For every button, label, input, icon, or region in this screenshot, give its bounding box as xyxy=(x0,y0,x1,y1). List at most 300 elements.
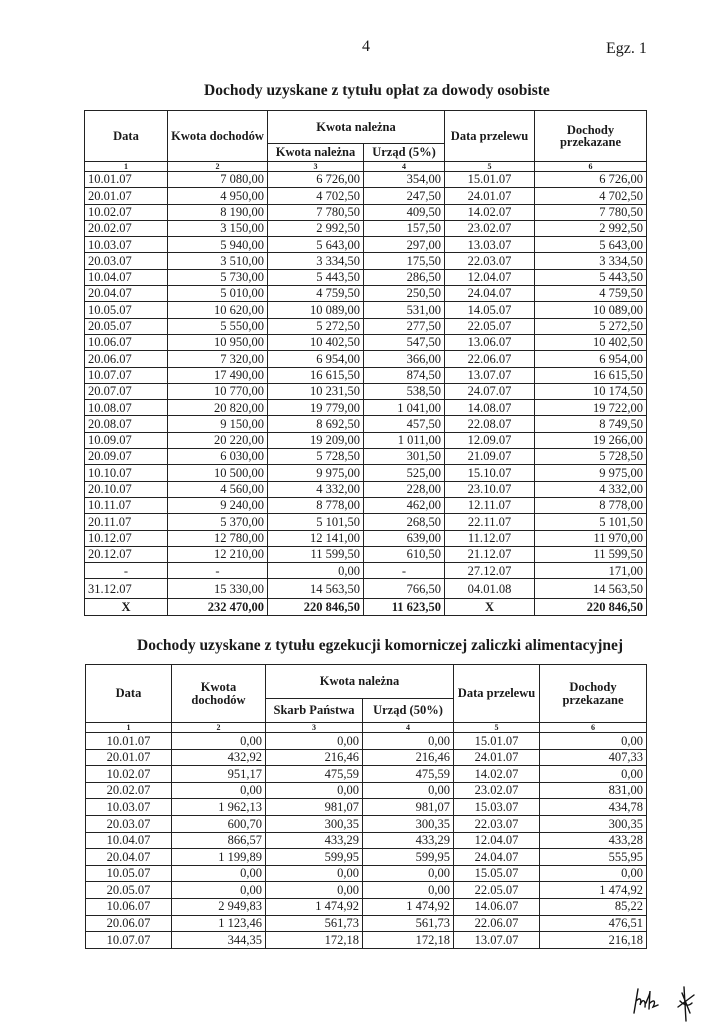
header-due-group: Kwota należna xyxy=(266,665,454,699)
income-cell: 5 730,00 xyxy=(168,269,268,285)
total-office-cell: 11 623,50 xyxy=(364,599,445,615)
date-cell: 10.05.07 xyxy=(86,865,172,882)
date-cell: 10.07.07 xyxy=(85,367,168,383)
date-cell: 20.12.07 xyxy=(85,546,168,562)
transferred-cell: 8 778,00 xyxy=(535,497,647,513)
transfer-date-cell: 24.01.07 xyxy=(454,749,540,766)
column-number: 5 xyxy=(445,162,535,172)
due-cell: 19 209,00 xyxy=(268,432,364,448)
due-cell: 981,07 xyxy=(266,799,363,816)
date-cell: 10.01.07 xyxy=(86,733,172,750)
due-cell: 0,00 xyxy=(266,865,363,882)
total-transferred-cell: 220 846,50 xyxy=(535,599,647,615)
income-cell: - xyxy=(168,563,268,579)
table-row xyxy=(85,269,647,285)
transfer-date-cell: 12.11.07 xyxy=(445,497,535,513)
transfer-date-cell: 24.04.07 xyxy=(445,286,535,302)
table-row xyxy=(86,865,647,882)
income-cell: 1 199,89 xyxy=(172,849,266,866)
table-row xyxy=(86,932,647,949)
transferred-cell: 171,00 xyxy=(535,563,647,579)
transferred-cell: 555,95 xyxy=(540,849,647,866)
table-row xyxy=(86,766,647,783)
date-cell: 20.01.07 xyxy=(85,188,168,204)
due-cell: 561,73 xyxy=(266,915,363,932)
due-cell: 5 101,50 xyxy=(268,514,364,530)
transfer-date-cell: 22.08.07 xyxy=(445,416,535,432)
header-due-amount: Kwota należna xyxy=(268,144,364,162)
due-cell: 0,00 xyxy=(266,882,363,899)
office-cell: 874,50 xyxy=(364,367,445,383)
income-cell: 5 370,00 xyxy=(168,514,268,530)
office-cell: 1 011,00 xyxy=(364,432,445,448)
date-cell: 20.04.07 xyxy=(85,286,168,302)
due-cell: 4 702,50 xyxy=(268,188,364,204)
transferred-cell: 407,33 xyxy=(540,749,647,766)
column-number: 1 xyxy=(85,162,168,172)
transferred-cell: 300,35 xyxy=(540,815,647,832)
transfer-date-cell: 22.11.07 xyxy=(445,514,535,530)
office-cell: 599,95 xyxy=(363,849,454,866)
income-cell: 9 240,00 xyxy=(168,497,268,513)
table-row xyxy=(85,302,647,318)
transferred-cell: 1 474,92 xyxy=(540,882,647,899)
table-row xyxy=(85,400,647,416)
transferred-cell: 16 615,50 xyxy=(535,367,647,383)
table-row xyxy=(85,237,647,253)
transfer-date-cell: 13.06.07 xyxy=(445,334,535,350)
table-row xyxy=(85,351,647,367)
id-card-fees-table xyxy=(84,110,647,616)
header-treasury: Skarb Państwa xyxy=(266,699,363,723)
date-cell: 10.09.07 xyxy=(85,432,168,448)
transferred-cell: 216,18 xyxy=(540,932,647,949)
transferred-cell: 8 749,50 xyxy=(535,416,647,432)
due-cell: 11 599,50 xyxy=(268,546,364,562)
office-cell: 228,00 xyxy=(364,481,445,497)
income-cell: 4 560,00 xyxy=(168,481,268,497)
table-row xyxy=(85,204,647,220)
income-cell: 10 770,00 xyxy=(168,383,268,399)
income-cell: 6 030,00 xyxy=(168,449,268,465)
income-cell: 5 940,00 xyxy=(168,237,268,253)
due-cell: 9 975,00 xyxy=(268,465,364,481)
office-cell: 0,00 xyxy=(363,882,454,899)
office-cell: 1 474,92 xyxy=(363,898,454,915)
transferred-cell: 4 702,50 xyxy=(535,188,647,204)
date-cell: 20.09.07 xyxy=(85,449,168,465)
due-cell: 599,95 xyxy=(266,849,363,866)
transferred-cell: 11 599,50 xyxy=(535,546,647,562)
transferred-cell: 0,00 xyxy=(540,766,647,783)
column-number: 1 xyxy=(86,723,172,733)
transfer-date-cell: 24.01.07 xyxy=(445,188,535,204)
due-cell: 12 141,00 xyxy=(268,530,364,546)
office-cell: 172,18 xyxy=(363,932,454,949)
office-cell: 301,50 xyxy=(364,449,445,465)
header-transfer-date: Data przelewu xyxy=(454,665,540,723)
transfer-date-cell: 14.02.07 xyxy=(445,204,535,220)
income-cell: 1 962,13 xyxy=(172,799,266,816)
transfer-date-cell: 12.09.07 xyxy=(445,432,535,448)
table-row xyxy=(86,898,647,915)
due-cell: 0,00 xyxy=(268,563,364,579)
due-cell: 300,35 xyxy=(266,815,363,832)
date-cell: 20.05.07 xyxy=(86,882,172,899)
due-cell: 5 728,50 xyxy=(268,449,364,465)
office-cell: 250,50 xyxy=(364,286,445,302)
copy-label: Egz. 1 xyxy=(606,40,647,57)
income-cell: 344,35 xyxy=(172,932,266,949)
income-cell: 7 320,00 xyxy=(168,351,268,367)
transfer-date-cell: 22.05.07 xyxy=(445,318,535,334)
due-cell: 5 443,50 xyxy=(268,269,364,285)
due-cell: 475,59 xyxy=(266,766,363,783)
office-cell: 354,00 xyxy=(364,172,445,188)
office-cell: 216,46 xyxy=(363,749,454,766)
income-cell: 10 620,00 xyxy=(168,302,268,318)
header-transferred: Dochody przekazane xyxy=(535,111,647,162)
date-cell: 10.07.07 xyxy=(86,932,172,949)
date-cell: 20.08.07 xyxy=(85,416,168,432)
table-row xyxy=(85,172,647,188)
table-row xyxy=(86,832,647,849)
handwritten-signature-icon xyxy=(628,983,708,1023)
date-cell: 10.10.07 xyxy=(85,465,168,481)
date-cell: 20.06.07 xyxy=(85,351,168,367)
transferred-cell: 9 975,00 xyxy=(535,465,647,481)
office-cell: 157,50 xyxy=(364,220,445,236)
office-cell: 0,00 xyxy=(363,733,454,750)
column-number: 3 xyxy=(268,162,364,172)
income-cell: 1 123,46 xyxy=(172,915,266,932)
income-cell: 8 190,00 xyxy=(168,204,268,220)
income-cell: 20 220,00 xyxy=(168,432,268,448)
transfer-date-cell: 23.10.07 xyxy=(445,481,535,497)
due-cell: 6 726,00 xyxy=(268,172,364,188)
table1-title: Dochody uzyskane z tytułu opłat za dowody osobiste xyxy=(204,82,550,99)
table-row xyxy=(85,514,647,530)
total-date-cell: X xyxy=(85,599,168,615)
transfer-date-cell: 12.04.07 xyxy=(454,832,540,849)
table-row xyxy=(86,733,647,750)
office-cell: 525,00 xyxy=(364,465,445,481)
table-row xyxy=(85,449,647,465)
transferred-cell: 19 266,00 xyxy=(535,432,647,448)
due-cell: 3 334,50 xyxy=(268,253,364,269)
date-cell: 20.06.07 xyxy=(86,915,172,932)
office-cell: 475,59 xyxy=(363,766,454,783)
column-number: 6 xyxy=(535,162,647,172)
transferred-cell: 433,28 xyxy=(540,832,647,849)
total-transfer-date-cell: X xyxy=(445,599,535,615)
transferred-cell: 10 174,50 xyxy=(535,383,647,399)
transfer-date-cell: 23.02.07 xyxy=(445,220,535,236)
table-row xyxy=(85,497,647,513)
office-cell: 366,00 xyxy=(364,351,445,367)
office-cell: 547,50 xyxy=(364,334,445,350)
income-cell: 12 780,00 xyxy=(168,530,268,546)
transfer-date-cell: 14.06.07 xyxy=(454,898,540,915)
transferred-cell: 6 726,00 xyxy=(535,172,647,188)
transfer-date-cell: 14.05.07 xyxy=(445,302,535,318)
transfer-date-cell: 13.07.07 xyxy=(445,367,535,383)
table-row xyxy=(86,882,647,899)
column-number: 3 xyxy=(266,723,363,733)
table-row xyxy=(85,318,647,334)
transferred-cell: 14 563,50 xyxy=(535,579,647,599)
column-number: 4 xyxy=(364,162,445,172)
alimony-enforcement-table xyxy=(85,664,647,949)
date-cell: 20.10.07 xyxy=(85,481,168,497)
transferred-cell: 5 643,00 xyxy=(535,237,647,253)
column-number-row xyxy=(86,723,647,733)
transferred-cell: 10 089,00 xyxy=(535,302,647,318)
transfer-date-cell: 12.04.07 xyxy=(445,269,535,285)
income-cell: 10 500,00 xyxy=(168,465,268,481)
date-cell: 10.03.07 xyxy=(86,799,172,816)
due-cell: 7 780,50 xyxy=(268,204,364,220)
transferred-cell: 7 780,50 xyxy=(535,204,647,220)
transferred-cell: 2 992,50 xyxy=(535,220,647,236)
income-cell: 0,00 xyxy=(172,882,266,899)
transferred-cell: 0,00 xyxy=(540,865,647,882)
transferred-cell: 5 728,50 xyxy=(535,449,647,465)
due-cell: 0,00 xyxy=(266,782,363,799)
office-cell: 409,50 xyxy=(364,204,445,220)
due-cell: 8 692,50 xyxy=(268,416,364,432)
table-row xyxy=(85,220,647,236)
office-cell: 0,00 xyxy=(363,782,454,799)
date-cell: 20.03.07 xyxy=(86,815,172,832)
office-cell: 268,50 xyxy=(364,514,445,530)
date-cell: 10.08.07 xyxy=(85,400,168,416)
transferred-cell: 5 272,50 xyxy=(535,318,647,334)
income-cell: 866,57 xyxy=(172,832,266,849)
transfer-date-cell: 15.01.07 xyxy=(445,172,535,188)
transferred-cell: 19 722,00 xyxy=(535,400,647,416)
column-number: 5 xyxy=(454,723,540,733)
header-income: Kwota dochodów xyxy=(168,111,268,162)
transfer-date-cell: 24.04.07 xyxy=(454,849,540,866)
transfer-date-cell: 22.06.07 xyxy=(454,915,540,932)
header-office: Urząd (50%) xyxy=(363,699,454,723)
income-cell: 0,00 xyxy=(172,865,266,882)
income-cell: 0,00 xyxy=(172,782,266,799)
column-number: 2 xyxy=(168,162,268,172)
due-cell: 10 089,00 xyxy=(268,302,364,318)
transfer-date-cell: 24.07.07 xyxy=(445,383,535,399)
date-cell: 10.06.07 xyxy=(85,334,168,350)
total-row xyxy=(85,599,647,615)
due-cell: 433,29 xyxy=(266,832,363,849)
office-cell: 462,00 xyxy=(364,497,445,513)
date-cell: 10.11.07 xyxy=(85,497,168,513)
office-cell: 1 041,00 xyxy=(364,400,445,416)
transfer-date-cell: 22.03.07 xyxy=(445,253,535,269)
column-number-row xyxy=(85,162,647,172)
table2-title: Dochody uzyskane z tytułu egzekucji komorniczej zaliczki alimentacyjnej xyxy=(137,637,624,654)
table-row xyxy=(85,286,647,302)
income-cell: 15 330,00 xyxy=(168,579,268,599)
date-cell: 10.02.07 xyxy=(85,204,168,220)
table-row xyxy=(85,465,647,481)
income-cell: 951,17 xyxy=(172,766,266,783)
total-due-cell: 220 846,50 xyxy=(268,599,364,615)
table-row xyxy=(86,749,647,766)
due-cell: 0,00 xyxy=(266,733,363,750)
table-row xyxy=(86,915,647,932)
office-cell: 277,50 xyxy=(364,318,445,334)
due-cell: 1 474,92 xyxy=(266,898,363,915)
transferred-cell: 85,22 xyxy=(540,898,647,915)
transferred-cell: 0,00 xyxy=(540,733,647,750)
table-row xyxy=(85,367,647,383)
income-cell: 12 210,00 xyxy=(168,546,268,562)
office-cell: 300,35 xyxy=(363,815,454,832)
office-cell: 766,50 xyxy=(364,579,445,599)
office-cell: 247,50 xyxy=(364,188,445,204)
income-cell: 2 949,83 xyxy=(172,898,266,915)
due-cell: 2 992,50 xyxy=(268,220,364,236)
date-cell: 10.04.07 xyxy=(85,269,168,285)
table-row xyxy=(85,416,647,432)
table-row xyxy=(86,799,647,816)
income-cell: 17 490,00 xyxy=(168,367,268,383)
date-cell: 10.06.07 xyxy=(86,898,172,915)
office-cell: 175,50 xyxy=(364,253,445,269)
table-row xyxy=(86,849,647,866)
transferred-cell: 10 402,50 xyxy=(535,334,647,350)
table-row xyxy=(85,530,647,546)
due-cell: 19 779,00 xyxy=(268,400,364,416)
transferred-cell: 831,00 xyxy=(540,782,647,799)
table-row xyxy=(85,188,647,204)
transferred-cell: 4 759,50 xyxy=(535,286,647,302)
table-row xyxy=(85,579,647,599)
office-cell: 433,29 xyxy=(363,832,454,849)
due-cell: 10 402,50 xyxy=(268,334,364,350)
transfer-date-cell: 14.08.07 xyxy=(445,400,535,416)
date-cell: 10.04.07 xyxy=(86,832,172,849)
income-cell: 9 150,00 xyxy=(168,416,268,432)
transfer-date-cell: 22.03.07 xyxy=(454,815,540,832)
transferred-cell: 5 101,50 xyxy=(535,514,647,530)
page-number: 4 xyxy=(362,38,370,55)
office-cell: 981,07 xyxy=(363,799,454,816)
transfer-date-cell: 22.06.07 xyxy=(445,351,535,367)
due-cell: 10 231,50 xyxy=(268,383,364,399)
office-cell: 538,50 xyxy=(364,383,445,399)
due-cell: 5 272,50 xyxy=(268,318,364,334)
header-date: Data xyxy=(86,665,172,723)
office-cell: 457,50 xyxy=(364,416,445,432)
office-cell: 286,50 xyxy=(364,269,445,285)
income-cell: 432,92 xyxy=(172,749,266,766)
transferred-cell: 434,78 xyxy=(540,799,647,816)
due-cell: 8 778,00 xyxy=(268,497,364,513)
table-row xyxy=(85,383,647,399)
transfer-date-cell: 21.09.07 xyxy=(445,449,535,465)
date-cell: 10.01.07 xyxy=(85,172,168,188)
transfer-date-cell: 23.02.07 xyxy=(454,782,540,799)
table-row xyxy=(86,782,647,799)
income-cell: 20 820,00 xyxy=(168,400,268,416)
date-cell: 20.02.07 xyxy=(86,782,172,799)
income-cell: 0,00 xyxy=(172,733,266,750)
date-cell: 20.04.07 xyxy=(86,849,172,866)
due-cell: 4 332,00 xyxy=(268,481,364,497)
header-office: Urząd (5%) xyxy=(364,144,445,162)
header-date: Data xyxy=(85,111,168,162)
column-number: 2 xyxy=(172,723,266,733)
transfer-date-cell: 14.02.07 xyxy=(454,766,540,783)
date-cell: 10.03.07 xyxy=(85,237,168,253)
transferred-cell: 3 334,50 xyxy=(535,253,647,269)
transferred-cell: 5 443,50 xyxy=(535,269,647,285)
date-cell: 10.02.07 xyxy=(86,766,172,783)
income-cell: 5 550,00 xyxy=(168,318,268,334)
table-row xyxy=(85,432,647,448)
date-cell: 31.12.07 xyxy=(85,579,168,599)
transfer-date-cell: 22.05.07 xyxy=(454,882,540,899)
date-cell: 20.02.07 xyxy=(85,220,168,236)
transfer-date-cell: 15.03.07 xyxy=(454,799,540,816)
date-cell: 20.11.07 xyxy=(85,514,168,530)
header-transferred: Dochody przekazane xyxy=(540,665,647,723)
transferred-cell: 11 970,00 xyxy=(535,530,647,546)
income-cell: 3 510,00 xyxy=(168,253,268,269)
transferred-cell: 6 954,00 xyxy=(535,351,647,367)
income-cell: 600,70 xyxy=(172,815,266,832)
header-transfer-date: Data przelewu xyxy=(445,111,535,162)
table-row xyxy=(85,563,647,579)
transfer-date-cell: 13.07.07 xyxy=(454,932,540,949)
due-cell: 172,18 xyxy=(266,932,363,949)
column-number: 6 xyxy=(540,723,647,733)
transfer-date-cell: 11.12.07 xyxy=(445,530,535,546)
date-cell: 10.12.07 xyxy=(85,530,168,546)
due-cell: 6 954,00 xyxy=(268,351,364,367)
office-cell: - xyxy=(364,563,445,579)
transfer-date-cell: 15.10.07 xyxy=(445,465,535,481)
due-cell: 5 643,00 xyxy=(268,237,364,253)
office-cell: 297,00 xyxy=(364,237,445,253)
office-cell: 561,73 xyxy=(363,915,454,932)
transferred-cell: 476,51 xyxy=(540,915,647,932)
table-row xyxy=(85,334,647,350)
income-cell: 7 080,00 xyxy=(168,172,268,188)
transfer-date-cell: 13.03.07 xyxy=(445,237,535,253)
due-cell: 14 563,50 xyxy=(268,579,364,599)
office-cell: 531,00 xyxy=(364,302,445,318)
column-number: 4 xyxy=(363,723,454,733)
income-cell: 4 950,00 xyxy=(168,188,268,204)
due-cell: 16 615,50 xyxy=(268,367,364,383)
date-cell: 20.07.07 xyxy=(85,383,168,399)
transfer-date-cell: 15.01.07 xyxy=(454,733,540,750)
due-cell: 216,46 xyxy=(266,749,363,766)
date-cell: 20.03.07 xyxy=(85,253,168,269)
income-cell: 5 010,00 xyxy=(168,286,268,302)
due-cell: 4 759,50 xyxy=(268,286,364,302)
office-cell: 610,50 xyxy=(364,546,445,562)
date-cell: 20.05.07 xyxy=(85,318,168,334)
table-row xyxy=(85,253,647,269)
transfer-date-cell: 15.05.07 xyxy=(454,865,540,882)
table-row xyxy=(85,546,647,562)
transferred-cell: 4 332,00 xyxy=(535,481,647,497)
